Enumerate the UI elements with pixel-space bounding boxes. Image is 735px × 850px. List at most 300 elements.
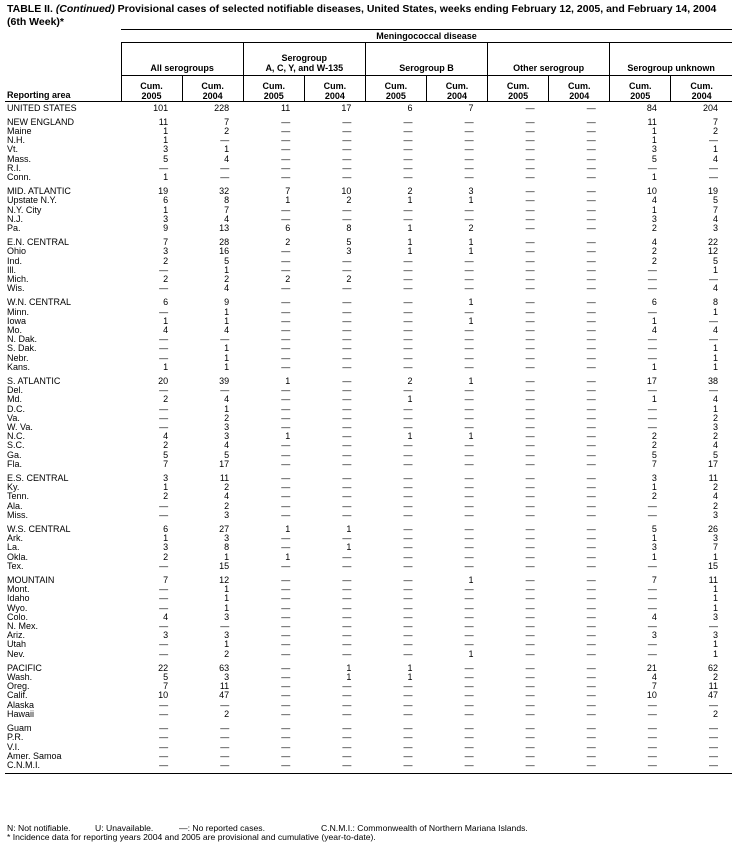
value-cell: — bbox=[159, 602, 169, 613]
value-cell: — bbox=[525, 222, 535, 233]
reporting-area-cell: Amer. Samoa bbox=[7, 750, 62, 761]
value-cell: 3 bbox=[713, 222, 719, 233]
table-row bbox=[5, 395, 732, 404]
value-cell: — bbox=[281, 509, 291, 520]
value-cell: — bbox=[403, 315, 413, 326]
column-header-label: Cum. bbox=[262, 80, 285, 91]
value-cell: 62 bbox=[708, 662, 719, 673]
value-cell: — bbox=[159, 283, 169, 294]
value-cell: — bbox=[342, 431, 352, 442]
value-cell: — bbox=[586, 385, 596, 396]
value-cell: 1 bbox=[651, 394, 657, 405]
value-cell: — bbox=[220, 621, 230, 632]
value-cell: — bbox=[342, 708, 352, 719]
value-cell: 38 bbox=[708, 375, 719, 386]
value-cell: — bbox=[281, 162, 291, 173]
value-cell: 2 bbox=[713, 482, 719, 493]
value-cell: — bbox=[342, 324, 352, 335]
value-cell: 1 bbox=[651, 533, 657, 544]
value-cell: — bbox=[586, 222, 596, 233]
value-cell: — bbox=[525, 750, 535, 761]
value-cell: — bbox=[159, 732, 169, 743]
value-cell: — bbox=[342, 213, 352, 224]
reporting-area-cell: Wyo. bbox=[7, 602, 28, 613]
reporting-area-cell: Va. bbox=[7, 412, 20, 423]
value-cell: — bbox=[586, 375, 596, 386]
column-header-label: Cum. bbox=[629, 80, 652, 91]
value-cell: 3 bbox=[224, 431, 230, 442]
value-cell: — bbox=[281, 500, 291, 511]
value-cell: — bbox=[403, 750, 413, 761]
value-cell: — bbox=[342, 204, 352, 215]
column-header bbox=[488, 76, 549, 102]
footnote-cnmi: C.N.M.I.: Commonwealth of Northern Mariana Islands. bbox=[321, 823, 528, 833]
reporting-area-cell: Okla. bbox=[7, 551, 29, 562]
value-cell: 1 bbox=[407, 195, 413, 206]
table-body bbox=[5, 101, 732, 774]
value-cell: 2 bbox=[651, 246, 657, 257]
value-cell: 1 bbox=[651, 171, 657, 182]
value-cell: 4 bbox=[163, 431, 169, 442]
group-header-line2: Serogroup unknown bbox=[627, 63, 715, 73]
value-cell: 7 bbox=[163, 458, 169, 469]
value-cell: — bbox=[403, 297, 413, 308]
table-row bbox=[5, 682, 732, 691]
value-cell: — bbox=[403, 343, 413, 354]
value-cell: — bbox=[403, 533, 413, 544]
value-cell: 4 bbox=[224, 394, 230, 405]
reporting-area-cell: Fla. bbox=[7, 458, 23, 469]
value-cell: 2 bbox=[407, 186, 413, 197]
value-cell: 10 bbox=[646, 690, 657, 701]
value-cell: — bbox=[464, 750, 474, 761]
value-cell: 1 bbox=[651, 361, 657, 372]
table-row bbox=[5, 441, 732, 450]
reporting-area-cell: Ind. bbox=[7, 255, 23, 266]
value-cell: — bbox=[403, 690, 413, 701]
table-row bbox=[5, 173, 732, 182]
value-cell: — bbox=[159, 621, 169, 632]
value-cell: — bbox=[525, 431, 535, 442]
value-cell: — bbox=[525, 533, 535, 544]
value-cell: — bbox=[586, 283, 596, 294]
value-cell: — bbox=[525, 334, 535, 345]
value-cell: 1 bbox=[224, 584, 230, 595]
value-cell: 1 bbox=[713, 352, 719, 363]
value-cell: — bbox=[525, 204, 535, 215]
value-cell: — bbox=[709, 171, 719, 182]
reporting-area-cell: Nev. bbox=[7, 648, 25, 659]
value-cell: 2 bbox=[163, 255, 169, 266]
value-cell: — bbox=[525, 482, 535, 493]
value-cell: — bbox=[342, 611, 352, 622]
value-cell: — bbox=[403, 602, 413, 613]
value-cell: — bbox=[403, 135, 413, 146]
value-cell: — bbox=[403, 352, 413, 363]
value-cell: 7 bbox=[163, 681, 169, 692]
value-cell: 3 bbox=[163, 213, 169, 224]
value-cell: — bbox=[586, 422, 596, 432]
reporting-area-cell: Mass. bbox=[7, 153, 32, 164]
value-cell: 17 bbox=[219, 458, 230, 469]
value-cell: — bbox=[281, 611, 291, 622]
value-cell: 4 bbox=[713, 440, 719, 451]
value-cell: — bbox=[709, 732, 719, 743]
value-cell: — bbox=[159, 162, 169, 173]
value-cell: — bbox=[525, 630, 535, 641]
value-cell: — bbox=[342, 560, 352, 571]
value-cell: — bbox=[525, 611, 535, 622]
value-cell: — bbox=[586, 723, 596, 734]
value-cell: 1 bbox=[163, 361, 169, 372]
value-cell: — bbox=[281, 324, 291, 335]
value-cell: 3 bbox=[713, 611, 719, 622]
value-cell: — bbox=[159, 306, 169, 317]
value-cell: — bbox=[586, 431, 596, 442]
value-cell: — bbox=[281, 315, 291, 326]
value-cell: 5 bbox=[651, 449, 657, 460]
value-cell: — bbox=[464, 361, 474, 372]
reporting-area-cell: W. Va. bbox=[7, 422, 33, 432]
value-cell: — bbox=[342, 482, 352, 493]
value-cell: — bbox=[342, 699, 352, 710]
value-cell: 2 bbox=[163, 551, 169, 562]
footnote-not-notifiable: N: Not notifiable. bbox=[7, 823, 71, 833]
value-cell: — bbox=[647, 412, 657, 423]
value-cell: — bbox=[525, 273, 535, 284]
group-header bbox=[610, 43, 732, 76]
value-cell: — bbox=[304, 761, 365, 774]
value-cell: — bbox=[403, 524, 413, 535]
value-cell: — bbox=[709, 162, 719, 173]
value-cell: 1 bbox=[468, 297, 474, 308]
value-cell: — bbox=[586, 102, 596, 113]
table-row bbox=[5, 187, 732, 196]
value-cell: — bbox=[342, 639, 352, 650]
value-cell: — bbox=[403, 621, 413, 632]
value-cell: — bbox=[525, 639, 535, 650]
value-cell: — bbox=[586, 306, 596, 317]
value-cell: 5 bbox=[346, 237, 352, 248]
group-header-line2: All serogroups bbox=[150, 63, 214, 73]
value-cell: 4 bbox=[651, 195, 657, 206]
table-row bbox=[5, 298, 732, 307]
value-cell: — bbox=[464, 394, 474, 405]
value-cell: — bbox=[403, 385, 413, 396]
value-cell: — bbox=[464, 125, 474, 136]
value-cell: 8 bbox=[224, 195, 230, 206]
value-cell: — bbox=[464, 732, 474, 743]
value-cell: 1 bbox=[468, 246, 474, 257]
value-cell: 13 bbox=[219, 222, 230, 233]
reporting-area-header: Reporting area bbox=[5, 76, 121, 102]
value-cell: 3 bbox=[468, 186, 474, 197]
value-cell: — bbox=[342, 449, 352, 460]
value-cell: — bbox=[342, 593, 352, 604]
value-cell: — bbox=[281, 699, 291, 710]
value-cell: — bbox=[281, 708, 291, 719]
column-header-label: Cum. bbox=[690, 80, 713, 91]
value-cell: — bbox=[281, 542, 291, 553]
value-cell: — bbox=[342, 116, 352, 127]
table-row bbox=[5, 691, 732, 700]
value-cell: 21 bbox=[646, 662, 657, 673]
value-cell: — bbox=[525, 509, 535, 520]
value-cell: 7 bbox=[713, 204, 719, 215]
value-cell: — bbox=[281, 491, 291, 502]
value-cell: — bbox=[647, 750, 657, 761]
value-cell: 20 bbox=[158, 375, 169, 386]
value-cell: — bbox=[525, 297, 535, 308]
value-cell: — bbox=[586, 458, 596, 469]
value-cell: 1 bbox=[224, 315, 230, 326]
value-cell: 11 bbox=[647, 116, 657, 127]
value-cell: — bbox=[342, 403, 352, 414]
value-cell: — bbox=[403, 593, 413, 604]
value-cell: — bbox=[281, 264, 291, 275]
value-cell: — bbox=[525, 343, 535, 354]
value-cell: 2 bbox=[346, 195, 352, 206]
value-cell: — bbox=[464, 639, 474, 650]
value-cell: — bbox=[159, 741, 169, 752]
value-cell: — bbox=[342, 255, 352, 266]
value-cell: — bbox=[403, 681, 413, 692]
value-cell: — bbox=[525, 741, 535, 752]
column-header-label: Cum. bbox=[201, 80, 224, 91]
table-row bbox=[5, 386, 732, 395]
value-cell: — bbox=[525, 542, 535, 553]
reporting-area-cell: PACIFIC bbox=[7, 662, 42, 673]
value-cell: 2 bbox=[285, 273, 291, 284]
value-cell: 1 bbox=[651, 135, 657, 146]
value-cell: 7 bbox=[163, 575, 169, 586]
table-row bbox=[5, 585, 732, 594]
value-cell: — bbox=[586, 672, 596, 683]
value-cell: 4 bbox=[163, 611, 169, 622]
value-cell: 1 bbox=[713, 639, 719, 650]
value-cell: — bbox=[586, 255, 596, 266]
value-cell: 7 bbox=[713, 116, 719, 127]
value-cell: 2 bbox=[346, 273, 352, 284]
value-cell: 3 bbox=[163, 144, 169, 155]
value-cell: — bbox=[403, 741, 413, 752]
reporting-area-cell: D.C. bbox=[7, 403, 25, 414]
value-cell: — bbox=[525, 584, 535, 595]
value-cell: — bbox=[403, 306, 413, 317]
value-cell: — bbox=[281, 449, 291, 460]
value-cell: — bbox=[464, 449, 474, 460]
value-cell: 15 bbox=[708, 560, 719, 571]
value-cell: — bbox=[709, 135, 719, 146]
value-cell: — bbox=[281, 283, 291, 294]
value-cell: — bbox=[647, 343, 657, 354]
value-cell: — bbox=[464, 334, 474, 345]
value-cell: — bbox=[281, 440, 291, 451]
value-cell: — bbox=[281, 584, 291, 595]
value-cell: — bbox=[525, 352, 535, 363]
value-cell: 3 bbox=[163, 473, 169, 484]
value-cell: — bbox=[159, 352, 169, 363]
reporting-area-cell: Calif. bbox=[7, 690, 28, 701]
value-cell: — bbox=[342, 412, 352, 423]
value-cell: — bbox=[709, 750, 719, 761]
value-cell: — bbox=[159, 334, 169, 345]
value-cell: 10 bbox=[646, 186, 657, 197]
value-cell: — bbox=[671, 761, 732, 774]
reporting-area-cell: Conn. bbox=[7, 171, 32, 182]
table-row bbox=[5, 733, 732, 742]
group-header-line2: Serogroup B bbox=[399, 63, 454, 73]
value-cell: — bbox=[586, 648, 596, 659]
table-row bbox=[5, 631, 732, 640]
value-cell: — bbox=[586, 153, 596, 164]
value-cell: — bbox=[342, 500, 352, 511]
value-cell: — bbox=[403, 255, 413, 266]
value-cell: — bbox=[281, 361, 291, 372]
value-cell: — bbox=[525, 458, 535, 469]
reporting-area-cell: Wash. bbox=[7, 672, 33, 683]
table-row bbox=[5, 562, 732, 571]
reporting-area-cell: Ariz. bbox=[7, 630, 25, 641]
value-cell: — bbox=[464, 162, 474, 173]
value-cell: — bbox=[464, 672, 474, 683]
value-cell: — bbox=[464, 524, 474, 535]
column-header-year: 2005 bbox=[141, 90, 162, 101]
value-cell: — bbox=[365, 761, 426, 774]
value-cell: — bbox=[709, 741, 719, 752]
value-cell: 7 bbox=[224, 116, 230, 127]
value-cell: 3 bbox=[713, 630, 719, 641]
value-cell: — bbox=[403, 491, 413, 502]
value-cell: 3 bbox=[713, 533, 719, 544]
reporting-area-cell: S. ATLANTIC bbox=[7, 375, 61, 386]
value-cell: — bbox=[586, 500, 596, 511]
table-row bbox=[5, 451, 732, 460]
value-cell: — bbox=[525, 237, 535, 248]
value-cell: — bbox=[403, 560, 413, 571]
value-cell: 1 bbox=[163, 171, 169, 182]
value-cell: — bbox=[159, 699, 169, 710]
value-cell: — bbox=[647, 732, 657, 743]
value-cell: 10 bbox=[158, 690, 169, 701]
value-cell: — bbox=[464, 403, 474, 414]
reporting-area-cell: S.C. bbox=[7, 440, 25, 451]
value-cell: — bbox=[342, 750, 352, 761]
value-cell: — bbox=[281, 732, 291, 743]
value-cell: — bbox=[525, 162, 535, 173]
value-cell: 8 bbox=[346, 222, 352, 233]
value-cell: 7 bbox=[163, 237, 169, 248]
value-cell: 204 bbox=[702, 102, 719, 113]
value-cell: 2 bbox=[224, 648, 230, 659]
value-cell: — bbox=[159, 385, 169, 396]
value-cell: — bbox=[342, 283, 352, 294]
value-cell: 2 bbox=[407, 375, 413, 386]
value-cell: 1 bbox=[713, 648, 719, 659]
value-cell: — bbox=[403, 699, 413, 710]
column-header bbox=[121, 76, 182, 102]
value-cell: 11 bbox=[708, 575, 719, 586]
value-cell: — bbox=[586, 195, 596, 206]
value-cell: — bbox=[647, 741, 657, 752]
value-cell: — bbox=[403, 449, 413, 460]
value-cell: — bbox=[525, 306, 535, 317]
value-cell: 3 bbox=[163, 542, 169, 553]
value-cell: — bbox=[647, 162, 657, 173]
value-cell: 5 bbox=[163, 153, 169, 164]
table-row bbox=[5, 622, 732, 631]
reporting-area-cell: Alaska bbox=[7, 699, 35, 710]
reporting-area-cell: UNITED STATES bbox=[7, 102, 77, 113]
value-cell: 39 bbox=[219, 375, 230, 386]
value-cell: 1 bbox=[468, 375, 474, 386]
value-cell: — bbox=[586, 315, 596, 326]
column-header-year: 2004 bbox=[569, 90, 590, 101]
value-cell: 1 bbox=[407, 394, 413, 405]
value-cell: — bbox=[342, 162, 352, 173]
table-row bbox=[5, 266, 732, 275]
value-cell: — bbox=[586, 343, 596, 354]
value-cell: — bbox=[342, 509, 352, 520]
value-cell: — bbox=[220, 732, 230, 743]
value-cell: — bbox=[342, 352, 352, 363]
value-cell: — bbox=[464, 602, 474, 613]
column-header-year: 2004 bbox=[202, 90, 223, 101]
value-cell: — bbox=[342, 732, 352, 743]
value-cell: — bbox=[464, 584, 474, 595]
value-cell: — bbox=[525, 732, 535, 743]
value-cell: 7 bbox=[651, 575, 657, 586]
reporting-area-cell: V.I. bbox=[7, 741, 20, 752]
value-cell: 4 bbox=[651, 237, 657, 248]
reporting-area-cell: Pa. bbox=[7, 222, 21, 233]
table-row bbox=[5, 317, 732, 326]
value-cell: 9 bbox=[163, 222, 169, 233]
table-row bbox=[5, 215, 732, 224]
column-header bbox=[549, 76, 610, 102]
value-cell: — bbox=[281, 334, 291, 345]
value-cell: 1 bbox=[713, 602, 719, 613]
value-cell: 2 bbox=[224, 273, 230, 284]
table-row bbox=[5, 664, 732, 673]
value-cell: — bbox=[220, 385, 230, 396]
table-row bbox=[5, 423, 732, 432]
value-cell: — bbox=[464, 509, 474, 520]
table-row bbox=[5, 576, 732, 585]
value-cell: — bbox=[403, 551, 413, 562]
value-cell: — bbox=[281, 385, 291, 396]
value-cell: — bbox=[403, 575, 413, 586]
reporting-area-cell: E.S. CENTRAL bbox=[7, 473, 69, 484]
value-cell: 11 bbox=[219, 473, 230, 484]
value-cell: — bbox=[464, 542, 474, 553]
table-row bbox=[5, 724, 732, 733]
value-cell: 2 bbox=[651, 222, 657, 233]
value-cell: 5 bbox=[713, 449, 719, 460]
column-header bbox=[182, 76, 243, 102]
reporting-area-cell: Ala. bbox=[7, 500, 23, 511]
column-header bbox=[365, 76, 426, 102]
table-row bbox=[5, 594, 732, 603]
value-cell: — bbox=[281, 394, 291, 405]
value-cell: — bbox=[525, 672, 535, 683]
reporting-area-cell: N.H. bbox=[7, 135, 25, 146]
value-cell: 4 bbox=[163, 324, 169, 335]
value-cell: — bbox=[281, 343, 291, 354]
value-cell: 1 bbox=[224, 639, 230, 650]
reporting-area-cell: Upstate N.Y. bbox=[7, 195, 57, 206]
table-row bbox=[5, 308, 732, 317]
